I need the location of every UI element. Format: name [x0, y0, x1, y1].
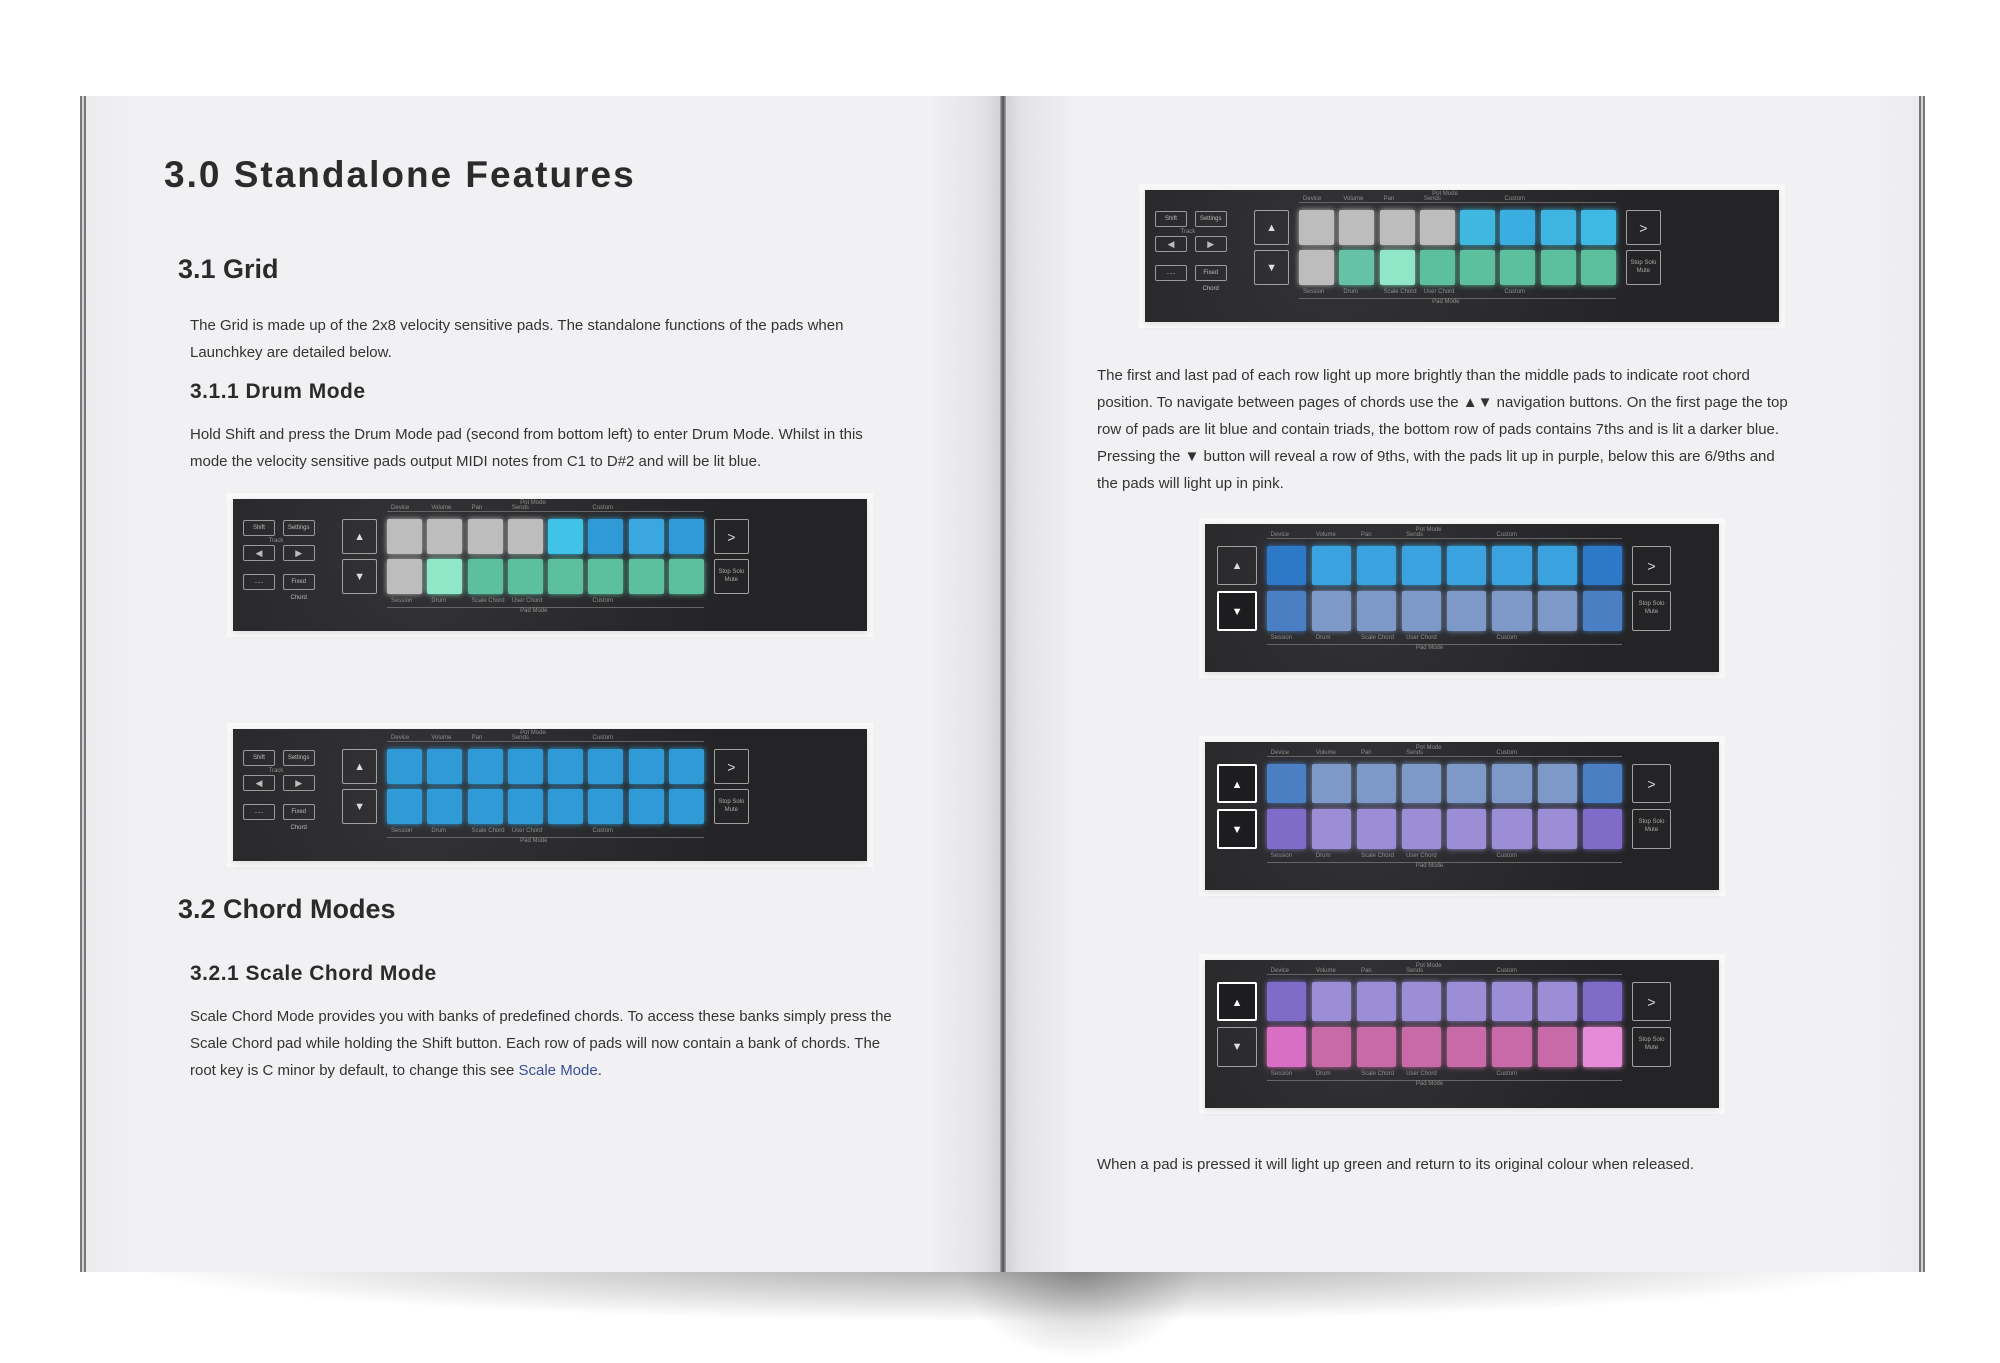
- pad-top-row: [468, 749, 503, 784]
- pad-bottom-row: [1402, 1027, 1441, 1066]
- pad-top-row: [548, 749, 583, 784]
- nav-down-button: ▼: [1217, 1027, 1256, 1066]
- pad-mode-label: Session: [1270, 1070, 1293, 1077]
- scene-launch-button: >: [1632, 546, 1671, 585]
- chord-text-line: position. To navigate between pages of chords use the ▲▼ navigation buttons. On the first page the top: [1097, 394, 1788, 411]
- pad-bottom-row: [1581, 250, 1616, 285]
- pot-label: Volume: [1315, 750, 1336, 757]
- pad-top-row: [588, 749, 623, 784]
- pad-top-row: [1267, 546, 1306, 585]
- pad-bottom-row: [508, 789, 543, 824]
- controller-image-drum-blue: [233, 729, 867, 861]
- pad-bottom-row: [1583, 591, 1622, 630]
- pot-label: Sends: [1406, 968, 1424, 975]
- pot-label: Device: [391, 504, 410, 511]
- controller-image-chord-pink: [1205, 960, 1719, 1108]
- pad-top-row: [1492, 982, 1531, 1021]
- pot-mode-label: Pot Mode: [1415, 527, 1442, 534]
- settings-button: Settings: [283, 520, 315, 536]
- pad-top-row: [508, 749, 543, 784]
- pad-bottom-row: [1380, 250, 1415, 285]
- pad-top-row: [1541, 210, 1576, 245]
- pad-mode-label: Custom: [1496, 634, 1518, 641]
- pad-bottom-row: [427, 559, 462, 594]
- pad-top-row: [669, 749, 704, 784]
- pad-top-row: [629, 519, 664, 554]
- pad-bottom-row: [1492, 1027, 1531, 1066]
- nav-down-button: ▼: [1217, 591, 1256, 630]
- pad-top-row: [1267, 764, 1306, 803]
- pad-bottom-row: [669, 789, 704, 824]
- pot-label: Pan: [471, 504, 483, 511]
- pad-top-row: [1583, 982, 1622, 1021]
- pad-mode-label: Drum: [431, 828, 446, 835]
- pad-mode-line: [1267, 862, 1622, 863]
- pad-mode-label: Custom: [592, 598, 614, 605]
- scale-text-line: root key is C minor by default, to change this see Scale Mode.: [190, 1062, 602, 1079]
- pot-mode-line: [387, 511, 704, 512]
- pad-bottom-row: [1447, 809, 1486, 848]
- pad-press-paragraph: When a pad is pressed it will light up green and return to its original colour when released.: [1097, 1156, 1694, 1173]
- pad-mode-label: User Chord: [1406, 852, 1437, 859]
- pad-top-row: [1402, 982, 1441, 1021]
- pad-mode-label: User Chord: [1406, 1070, 1437, 1077]
- pot-label: Volume: [1315, 968, 1336, 975]
- pad-top-row: [1402, 546, 1441, 585]
- pad-bottom-row: [1267, 809, 1306, 848]
- pad-mode-label: User Chord: [511, 828, 543, 835]
- pot-label: Pan: [1360, 750, 1372, 757]
- pad-top-row: [387, 749, 422, 784]
- pad-top-row: [1581, 210, 1616, 245]
- pad-bottom-row: [468, 559, 503, 594]
- track-label: Track: [268, 767, 284, 774]
- pot-label: Volume: [1343, 195, 1364, 202]
- nav-down-button: ▼: [1217, 809, 1256, 848]
- chord-text-line: row of pads are lit blue and contain triads, the bottom row of pads contains 7ths and is lit a darker blue.: [1097, 421, 1780, 438]
- scene-launch-button: >: [714, 519, 749, 554]
- stop-solo-mute-button: Stop Solo Mute: [714, 559, 749, 594]
- pad-mode-label: Scale Chord: [1383, 289, 1417, 296]
- pad-mode-label: Custom: [1504, 289, 1526, 296]
- pad-top-row: [1312, 764, 1351, 803]
- nav-down-button: ▼: [342, 789, 377, 824]
- pad-bottom-row: [629, 789, 664, 824]
- nav-down-button: ▼: [1254, 250, 1289, 285]
- pad-mode-label: Session: [391, 598, 413, 605]
- page-title: 3.0 Standalone Features: [164, 154, 636, 195]
- pad-top-row: [1402, 764, 1441, 803]
- track-right-button: ▶: [283, 775, 315, 791]
- pot-mode-label: Pot Mode: [1415, 745, 1442, 752]
- pad-top-row: [1492, 546, 1531, 585]
- pad-bottom-row: [548, 559, 583, 594]
- pad-top-row: [1357, 546, 1396, 585]
- pad-mode-line: [1267, 1080, 1622, 1081]
- pad-bottom-row: [588, 559, 623, 594]
- track-right-button: ▶: [283, 545, 315, 561]
- stop-solo-mute-button: Stop Solo Mute: [1632, 591, 1671, 630]
- pad-top-row: [387, 519, 422, 554]
- chord-text-line: The first and last pad of each row light up more brightly than the middle pads to indicate root chord: [1097, 367, 1750, 384]
- left-page: [80, 96, 1003, 1272]
- pad-top-row: [1583, 546, 1622, 585]
- scale-mode-link[interactable]: Scale Mode: [518, 1062, 598, 1079]
- subsection-heading-drum: 3.1.1 Drum Mode: [190, 380, 366, 403]
- pot-label: Pan: [1383, 195, 1395, 202]
- pad-top-row: [588, 519, 623, 554]
- pad-bottom-row: [1538, 591, 1577, 630]
- pad-bottom-row: [1339, 250, 1374, 285]
- grid-paragraph: [190, 312, 843, 366]
- pad-top-row: [508, 519, 543, 554]
- pot-label: Device: [1270, 750, 1290, 757]
- drum-text-line: mode the velocity sensitive pads output MIDI notes from C1 to D#2 and will be lit blue.: [190, 453, 762, 470]
- pad-bottom-row: [548, 789, 583, 824]
- pad-top-row: [1357, 764, 1396, 803]
- pad-bottom-row: [1583, 1027, 1622, 1066]
- pad-top-row: [1538, 764, 1577, 803]
- pad-bottom-row: [1447, 591, 1486, 630]
- nav-up-button: ▲: [1217, 982, 1256, 1021]
- stop-solo-mute-button: Stop Solo Mute: [1632, 809, 1671, 848]
- pad-bottom-row: [508, 559, 543, 594]
- pad-mode-label: Drum: [431, 598, 446, 605]
- nav-up-button: ▲: [1217, 546, 1256, 585]
- pad-mode-label: Session: [1303, 289, 1325, 296]
- dots-button: ···: [243, 574, 275, 590]
- fixed-chord-button: Fixed Chord: [1195, 265, 1227, 281]
- pad-bottom-row: [1538, 1027, 1577, 1066]
- pad-bottom-row: [629, 559, 664, 594]
- scene-launch-button: >: [1626, 210, 1661, 245]
- pad-top-row: [629, 749, 664, 784]
- pad-bottom-row: [1492, 809, 1531, 848]
- stop-solo-mute-button: Stop Solo Mute: [714, 789, 749, 824]
- pad-mode-label: Drum: [1315, 1070, 1331, 1077]
- pad-bottom-row: [1447, 1027, 1486, 1066]
- pad-bottom-row: [387, 559, 422, 594]
- shift-button: Shift: [243, 750, 275, 766]
- pad-bottom-row: [387, 789, 422, 824]
- track-right-button: ▶: [1195, 236, 1227, 252]
- shift-button: Shift: [1155, 211, 1187, 227]
- pad-bottom-row: [1492, 591, 1531, 630]
- pad-bottom-row: [588, 789, 623, 824]
- pad-top-row: [1538, 546, 1577, 585]
- pad-top-row: [1380, 210, 1415, 245]
- book-spine: [1000, 96, 1006, 1272]
- nav-up-button: ▲: [1254, 210, 1289, 245]
- pad-mode-label: Custom: [1496, 852, 1518, 859]
- pad-mode-label: Drum: [1343, 289, 1358, 296]
- pot-label: Sends: [1423, 195, 1441, 202]
- pot-label: Sends: [511, 734, 529, 741]
- spine-shadow: [960, 1270, 1200, 1360]
- pot-label: Pan: [1360, 968, 1372, 975]
- pot-label: Volume: [431, 504, 452, 511]
- pad-mode-title: Pad Mode: [1432, 299, 1460, 306]
- pad-mode-label: User Chord: [1406, 634, 1437, 641]
- controller-image-chord-first: [1145, 190, 1779, 322]
- nav-up-button: ▲: [1217, 764, 1256, 803]
- pot-mode-label: Pot Mode: [520, 729, 546, 736]
- pad-mode-label: Custom: [1496, 1070, 1518, 1077]
- pad-bottom-row: [1460, 250, 1495, 285]
- pad-mode-label: Scale Chord: [1360, 634, 1394, 641]
- pad-bottom-row: [1312, 1027, 1351, 1066]
- scale-text-line: Scale Chord Mode provides you with banks of predefined chords. To access these banks simply press the: [190, 1008, 892, 1025]
- subsection-heading-scale-chord: 3.2.1 Scale Chord Mode: [190, 962, 437, 985]
- right-page: [1003, 96, 1925, 1272]
- pad-mode-title: Pad Mode: [520, 608, 548, 615]
- chord-description-paragraph: [1097, 362, 1788, 497]
- pot-label: Device: [1270, 532, 1290, 539]
- pad-top-row: [1357, 982, 1396, 1021]
- settings-button: Settings: [283, 750, 315, 766]
- pad-top-row: [427, 519, 462, 554]
- scene-launch-button: >: [1632, 764, 1671, 803]
- pad-top-row: [1583, 764, 1622, 803]
- pad-top-row: [427, 749, 462, 784]
- pot-label: Custom: [1496, 968, 1518, 975]
- pad-mode-label: Session: [391, 828, 413, 835]
- pad-bottom-row: [1402, 809, 1441, 848]
- pad-bottom-row: [1357, 591, 1396, 630]
- pad-top-row: [1492, 764, 1531, 803]
- pad-bottom-row: [1583, 809, 1622, 848]
- nav-up-button: ▲: [342, 749, 377, 784]
- pad-top-row: [1420, 210, 1455, 245]
- pad-bottom-row: [1267, 591, 1306, 630]
- pot-label: Custom: [1496, 532, 1518, 539]
- pad-bottom-row: [1357, 809, 1396, 848]
- pad-bottom-row: [1312, 591, 1351, 630]
- pot-label: Pan: [1360, 532, 1372, 539]
- pad-top-row: [1447, 982, 1486, 1021]
- pad-mode-label: Scale Chord: [471, 828, 505, 835]
- controller-image-chord-blue: [1205, 524, 1719, 672]
- pad-top-row: [1339, 210, 1374, 245]
- pad-bottom-row: [1500, 250, 1535, 285]
- pad-bottom-row: [669, 559, 704, 594]
- pot-label: Custom: [592, 504, 614, 511]
- pad-top-row: [1299, 210, 1334, 245]
- stop-solo-mute-button: Stop Solo Mute: [1632, 1027, 1671, 1066]
- track-left-button: ◀: [243, 775, 275, 791]
- nav-down-button: ▼: [342, 559, 377, 594]
- pad-top-row: [1312, 982, 1351, 1021]
- controller-image-chord-purple: [1205, 742, 1719, 890]
- pad-mode-label: Custom: [592, 828, 614, 835]
- section-heading-chord-modes: 3.2 Chord Modes: [178, 894, 396, 924]
- pad-mode-label: Drum: [1315, 852, 1331, 859]
- pot-mode-label: Pot Mode: [1415, 963, 1442, 970]
- grid-text-line: The Grid is made up of the 2x8 velocity sensitive pads. The standalone functions of the pads when: [190, 317, 844, 334]
- nav-up-button: ▲: [342, 519, 377, 554]
- pot-mode-line: [387, 741, 704, 742]
- pot-label: Sends: [511, 504, 529, 511]
- pad-bottom-row: [1267, 1027, 1306, 1066]
- pad-bottom-row: [1420, 250, 1455, 285]
- scene-launch-button: >: [1632, 982, 1671, 1021]
- pad-top-row: [669, 519, 704, 554]
- pot-mode-line: [1267, 538, 1622, 539]
- pad-mode-label: Scale Chord: [471, 598, 505, 605]
- pot-label: Device: [1270, 968, 1290, 975]
- shift-button: Shift: [243, 520, 275, 536]
- pot-mode-label: Pot Mode: [520, 499, 546, 506]
- track-left-button: ◀: [1155, 236, 1187, 252]
- track-label: Track: [1180, 228, 1196, 235]
- dots-button: ···: [243, 804, 275, 820]
- pot-label: Volume: [1315, 532, 1336, 539]
- pad-top-row: [1312, 546, 1351, 585]
- scale-text-line: Scale Chord pad while holding the Shift button. Each row of pads will now contain a bank of chords. The: [190, 1035, 881, 1052]
- pot-mode-label: Pot Mode: [1432, 190, 1458, 197]
- pot-label: Sends: [1406, 750, 1424, 757]
- pot-label: Pan: [471, 734, 483, 741]
- chord-text-line: Pressing the ▼ button will reveal a row of 9ths, with the pads lit up in purple, below this are 6/9ths and: [1097, 448, 1775, 465]
- pot-mode-line: [1299, 202, 1616, 203]
- controller-image-drum-mode: [233, 499, 867, 631]
- pad-top-row: [1460, 210, 1495, 245]
- grid-text-line: Launchkey are detailed below.: [190, 344, 392, 361]
- pot-label: Custom: [1504, 195, 1526, 202]
- pad-mode-label: User Chord: [511, 598, 543, 605]
- pot-label: Sends: [1406, 532, 1424, 539]
- pad-bottom-row: [1299, 250, 1334, 285]
- dots-button: ···: [1155, 265, 1187, 281]
- pad-mode-title: Pad Mode: [1415, 644, 1444, 651]
- pot-label: Volume: [431, 734, 452, 741]
- pot-label: Custom: [1496, 750, 1518, 757]
- pad-bottom-row: [1357, 1027, 1396, 1066]
- pad-top-row: [468, 519, 503, 554]
- settings-button: Settings: [1195, 211, 1227, 227]
- pad-mode-title: Pad Mode: [1415, 862, 1444, 869]
- pot-mode-line: [1267, 756, 1622, 757]
- pad-bottom-row: [468, 789, 503, 824]
- pad-top-row: [1500, 210, 1535, 245]
- pad-mode-label: Drum: [1315, 634, 1331, 641]
- pot-mode-line: [1267, 974, 1622, 975]
- pad-top-row: [1447, 546, 1486, 585]
- chord-text-line: the pads will light up in pink.: [1097, 475, 1284, 492]
- pad-top-row: [1447, 764, 1486, 803]
- pad-mode-label: Session: [1270, 634, 1293, 641]
- track-left-button: ◀: [243, 545, 275, 561]
- pad-bottom-row: [427, 789, 462, 824]
- track-label: Track: [268, 537, 284, 544]
- pad-top-row: [548, 519, 583, 554]
- pad-mode-label: User Chord: [1423, 289, 1455, 296]
- pad-mode-label: Scale Chord: [1360, 1070, 1394, 1077]
- drum-text-line: Hold Shift and press the Drum Mode pad (second from bottom left) to enter Drum Mode. Whilst in this: [190, 426, 863, 443]
- pot-label: Device: [391, 734, 410, 741]
- pad-mode-title: Pad Mode: [520, 838, 548, 845]
- pad-mode-line: [1267, 644, 1622, 645]
- fixed-chord-button: Fixed Chord: [283, 574, 315, 590]
- pad-bottom-row: [1541, 250, 1576, 285]
- stop-solo-mute-button: Stop Solo Mute: [1626, 250, 1661, 285]
- pad-top-row: [1267, 982, 1306, 1021]
- section-heading-grid: 3.1 Grid: [178, 254, 279, 284]
- pad-bottom-row: [1538, 809, 1577, 848]
- fixed-chord-button: Fixed Chord: [283, 804, 315, 820]
- pad-bottom-row: [1312, 809, 1351, 848]
- pad-mode-label: Session: [1270, 852, 1293, 859]
- pad-bottom-row: [1402, 591, 1441, 630]
- scale-chord-paragraph: [190, 1003, 892, 1084]
- pad-top-row: [1538, 982, 1577, 1021]
- pot-label: Device: [1303, 195, 1322, 202]
- drum-paragraph: [190, 421, 863, 475]
- scene-launch-button: >: [714, 749, 749, 784]
- pad-mode-label: Scale Chord: [1360, 852, 1394, 859]
- pad-mode-title: Pad Mode: [1415, 1080, 1444, 1087]
- pot-label: Custom: [592, 734, 614, 741]
